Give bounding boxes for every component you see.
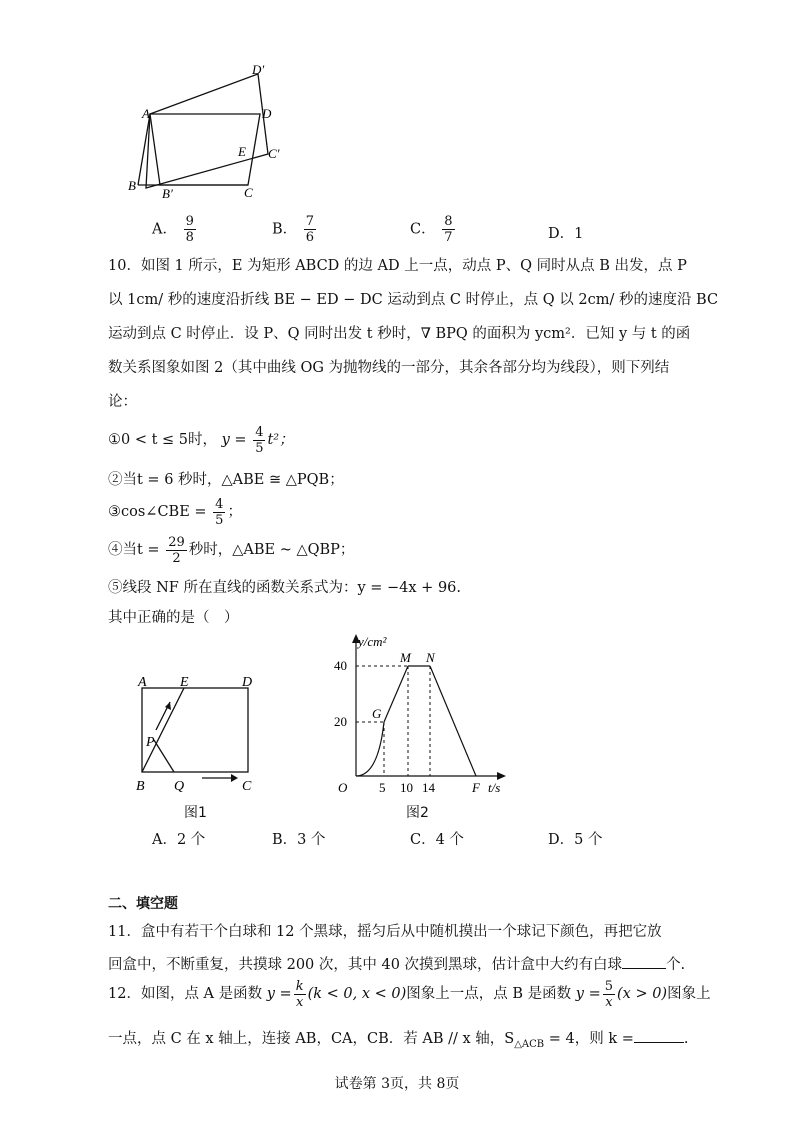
q10-statement-2: ②当t = 6 秒时，△ABE ≅ △PQB； [108,472,344,488]
q10-statement-4: ④当t = $\frac{29}{2}$ 秒时，△ABE ~ △QBP； [108,534,355,566]
q12-answer-blank[interactable] [634,1028,684,1043]
label-c-prime: C′ [268,146,280,161]
label-d-prime: D′ [252,62,265,77]
q11-line-2: 回盒中，不断重复，共摸球 200 次，其中 40 次摸到黑球，估计盒中大约有白球 个. [108,954,685,975]
fig1-label-q: Q [174,779,185,794]
fig2-point-m: M [400,650,411,665]
fig2-tick-y-40: 40 [334,658,347,673]
page-footer: 试卷第 3页，共 8页 [334,1076,460,1092]
rotated-rectangle-figure [128,60,298,200]
q10-option-a: A．2 个 [152,832,206,848]
fig1-label-c: C [242,779,252,794]
q10-line-2: 以 1cm/ 秒的速度沿折线 BE − ED − DC 运动到点 C 时停止，点 Q 以 2cm/ 秒的速度沿 BC [108,292,719,308]
fig1-label-d: D [242,675,253,690]
q12-line-1: 12．如图，点 A 是函数 y = $\frac{k}{x}$ (k < 0, x < 0)图象上一点，点 B 是函数 y = $\frac{5}{x}$ (x > 0)图象上 [108,978,711,1010]
q9-option-d: D．1 [548,226,584,242]
q10-option-b: B．3 个 [272,832,326,848]
q10-line-4: 数关系图象如图 2（其中曲线 OG 为抛物线的一部分，其余各部分均为线段），则下列结 [108,360,670,376]
figure-2-graph [322,630,512,802]
fig2-origin: O [338,780,348,795]
q9-option-a-fraction: $\frac{9}{8}$ [185,214,194,245]
q10-option-c: C．4 个 [410,832,464,848]
q12-line-2: 一点，点 C 在 x 轴上，连接 AB，CA，CB．若 AB // x 轴，$S_{\triangle ACB} = 4$，则 k = . [108,1028,689,1055]
fig2-tick-x-14: 14 [422,780,435,795]
q10-statement-3: ③cos∠CBE = $\frac{4}{5}$ ； [108,496,242,528]
fig2-point-n: N [426,650,435,665]
q9-option-c: C． $\frac{8}{7}$ [410,214,453,245]
figure-1-caption: 图1 [184,805,207,821]
fig2-tick-x-5: 5 [379,780,386,795]
fig2-point-g: G [372,706,382,721]
label-c: C [244,185,253,200]
q11-answer-blank[interactable] [622,954,666,969]
fig1-label-p: P [146,735,155,750]
label-b: B [128,178,136,193]
q9-option-a: A． $\frac{9}{8}$ [152,214,194,245]
q11-line-1: 11．盒中有若干个白球和 12 个黑球，摇匀后从中随机摸出一个球记下颜色，再把它放 [108,924,662,940]
q9-option-c-fraction: $\frac{8}{7}$ [444,214,453,245]
label-a: A [142,106,150,121]
fig2-ylabel: y/cm² [358,634,387,649]
fig2-xlabel: t/s [488,780,501,795]
fig1-label-a: A [138,675,147,690]
fig1-label-e: E [180,675,189,690]
fig1-label-b: B [136,779,145,794]
label-e: E [238,144,246,159]
fig2-tick-x-10: 10 [400,780,413,795]
q9-option-b: B． $\frac{7}{6}$ [272,214,315,245]
figure-2-caption: 图2 [406,805,429,821]
q10-statement-5: ⑤线段 NF 所在直线的函数关系式为：y = −4x + 96. [108,580,462,596]
fig2-point-f: F [472,780,480,795]
q9-option-b-fraction: $\frac{7}{6}$ [305,214,315,245]
section-heading-fill-in: 二、填空题 [108,896,178,912]
q10-line-5: 论： [108,394,137,410]
q10-line-1: 10．如图 1 所示，E 为矩形 ABCD 的边 AD 上一点，动点 P、Q 同时从点 B 出发，点 P [108,258,687,274]
q10-question-ask: 其中正确的是（ ） [108,610,239,626]
fig2-tick-y-20: 20 [334,714,347,729]
q10-option-d: D．5 个 [548,832,603,848]
figure-1-rectangle [130,668,265,798]
q10-statement-1: ①0 < t ≤ 5时， y = $\frac{4}{5}$ t²； [108,424,294,456]
label-d: D [262,106,272,121]
label-b-prime: B′ [162,186,173,200]
q10-line-3: 运动到点 C 时停止．设 P、Q 同时出发 t 秒时，∇ BPQ 的面积为 ycm²．已知 y 与 t 的函 [108,326,691,342]
